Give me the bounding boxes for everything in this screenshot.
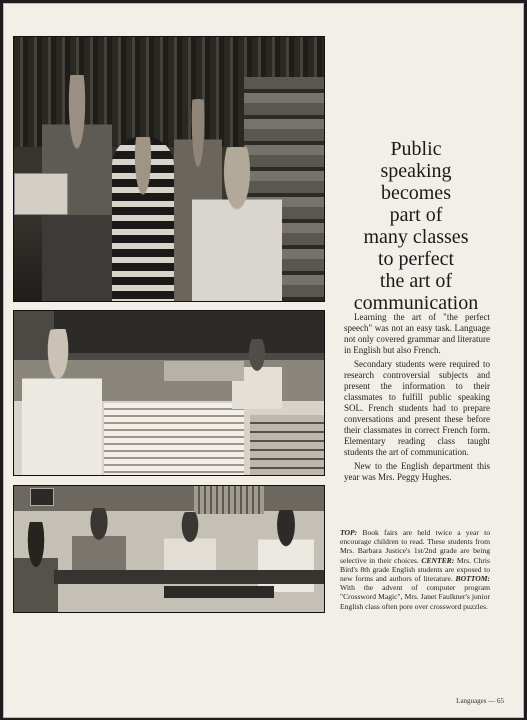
teacher [22,329,102,475]
caption-center-text: Mrs. Chris Bird's 8th grade English students are exposed to new forms and authors of literature. [340,555,490,584]
photo-english-class [13,310,325,476]
book-held [14,173,68,215]
student-mid [164,512,216,578]
headline-line: to perfect [377,248,455,270]
student-left [14,522,58,612]
headline [336,138,496,314]
headline-line: communication [353,292,479,314]
desk-row [54,570,324,584]
photo-book-fair [13,36,325,302]
headline-line: the art of [379,270,453,292]
student-desk [164,361,244,381]
body-paragraph: Learning the art of "the perfect speech" was not an easy task. Language not only covered grammar and literature in English but also French. [344,312,490,355]
window-wall [194,486,264,514]
caption-bottom-text: With the advent of computer program "Crossword Magic", Mrs. Janet Faulkner's junior English class often pore over crossword puzzles. [340,583,490,611]
headline-line: many classes [363,226,469,248]
body-copy [344,312,490,486]
computer-monitor [30,488,54,506]
headline-line: part of [389,204,443,226]
book-stack-right [250,415,324,475]
desk-books [104,403,244,475]
caption-top-text: Book fairs are held twice a year to encourage children to read. These students from Mrs. Barbara Justice's 1st/2nd grade are being selective in their choices. [340,528,490,565]
headline-line: becomes [381,182,451,204]
body-paragraph: Secondary students were required to research controversial subjects and present the information to their classmates to fulfill public speaking SOL. French students had to prepare conversations and present these before their classmates in correct French form. Elementary reading class taught students the art of communication. [344,359,490,457]
page-folio: Languages — 65 [456,697,504,705]
student-center [72,508,126,578]
caption-bottom-label: BOTTOM: [455,574,490,584]
yearbook-page [3,3,524,718]
child-right [192,147,282,301]
headline-line: speaking [380,160,452,182]
child-striped [112,137,174,301]
photo-crossword-class [13,485,325,613]
body-paragraph: New to the English department this year was Mrs. Peggy Hughes. [344,461,490,482]
photo-caption [340,528,490,611]
caption-top-label: TOP: [340,528,358,537]
desk-front [164,586,274,598]
caption-center-label: CENTER: [421,555,455,565]
headline-line: Public [390,138,442,160]
